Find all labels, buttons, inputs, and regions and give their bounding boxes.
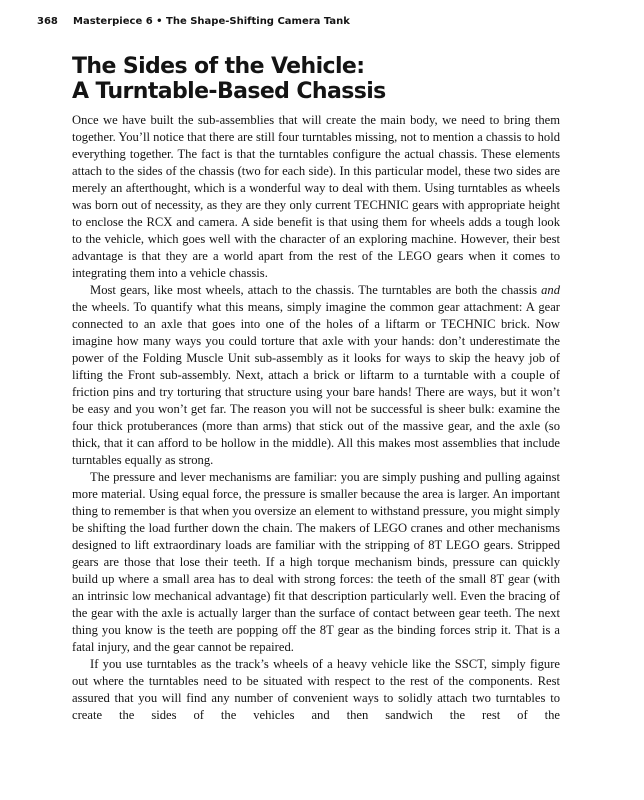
body-text: [72, 112, 560, 724]
section-title-line-2: A Turntable-Based Chassis: [72, 79, 386, 104]
running-header: [37, 16, 350, 27]
paragraph-4: If you use turntables as the track’s wheels of a heavy vehicle like the SSCT, simply figure out where the turntables need to be situated with respect to the rest of the components. Rest assured that you will find any number of convenient ways to solidly attach two turntables to create the sides of the vehicles and then sandwich the rest of the: [72, 657, 560, 722]
paragraph-2-lead: Most gears, like most wheels, attach to the chassis. The turntables are both the chassis: [90, 283, 542, 297]
paragraph-2-rest: the wheels. To quantify what this means, simply imagine the common gear attachment: A gear connected to an axle that goes into one of the holes of a liftarm or TECHNIC brick. Now imagine how many ways you could torture that axle with your hands: don’t underestimate the power of the Folding Muscle Unit sub-assembly as it looks for ways to skip the heavy job of lifting the Front sub-assembly. Next, attach a brick or liftarm to a turntable with a couple of friction pins and try torturing that structure using your bare hands! There are ways, but it won’t be easy and you won’t get far. The reason you will not be successful is sheer bulk: examine the four thick protuberances (more than arms) that stick out of the massive gear, and the axle (so thick, that it can afford to be hollow in the middle). All this makes most assemblies that include turntables equally as strong.: [72, 300, 560, 467]
running-title: Masterpiece 6 • The Shape-Shifting Camera Tank: [73, 16, 350, 27]
paragraph-3: The pressure and lever mechanisms are familiar: you are simply pushing and pulling against more material. Using equal force, the pressure is smaller because the area is larger. An important thing to remember is that when you oversize an element to withstand pressure, you might simply be shifting the load further down the chain. The makers of LEGO cranes and other mechanisms designed to lift extraordinary loads are familiar with the stripping of 8T LEGO gears. Stripped gears are those that lose their teeth. If a high torque mechanism binds, pressure can quickly build up where a small area has to deal with strong forces: the teeth of the small 8T gear (with an intrinsic low mechanical advantage) fit that description particularly well. Even the bracing of the gear with the axle is actually larger than the surface of contact between gear teeth. The next thing you know is the teeth are popping off the 8T gear as the binding forces strip it. That is a fatal injury, and the gear cannot be repaired.: [72, 470, 560, 654]
paragraph-2-emphasis: and: [541, 283, 560, 297]
page-number: 368: [37, 16, 58, 27]
paragraph-1: Once we have built the sub-assemblies that will create the main body, we need to bring them together. You’ll notice that there are still four turntables missing, not to mention a chassis to hold everything together. The fact is that the turntables configure the actual chassis. These elements attach to the sides of the chassis (two for each side). In this particular model, these two sides are merely an afterthought, which is a wonderful way to deal with them. Using turntables as wheels was born out of necessity, as they are they only current TECHNIC gears with appropriate height to enclose the RCX and camera. A side benefit is that using them for wheels adds a tough look to the vehicle, which goes well with the character of an exploring machine. However, their best advantage is that they are a world apart from the rest of the LEGO gears when it comes to integrating them into a vehicle chassis.: [72, 113, 560, 280]
paragraph-2: [72, 282, 560, 469]
section-title-line-1: The Sides of the Vehicle:: [72, 54, 365, 79]
section-title: [72, 54, 386, 104]
